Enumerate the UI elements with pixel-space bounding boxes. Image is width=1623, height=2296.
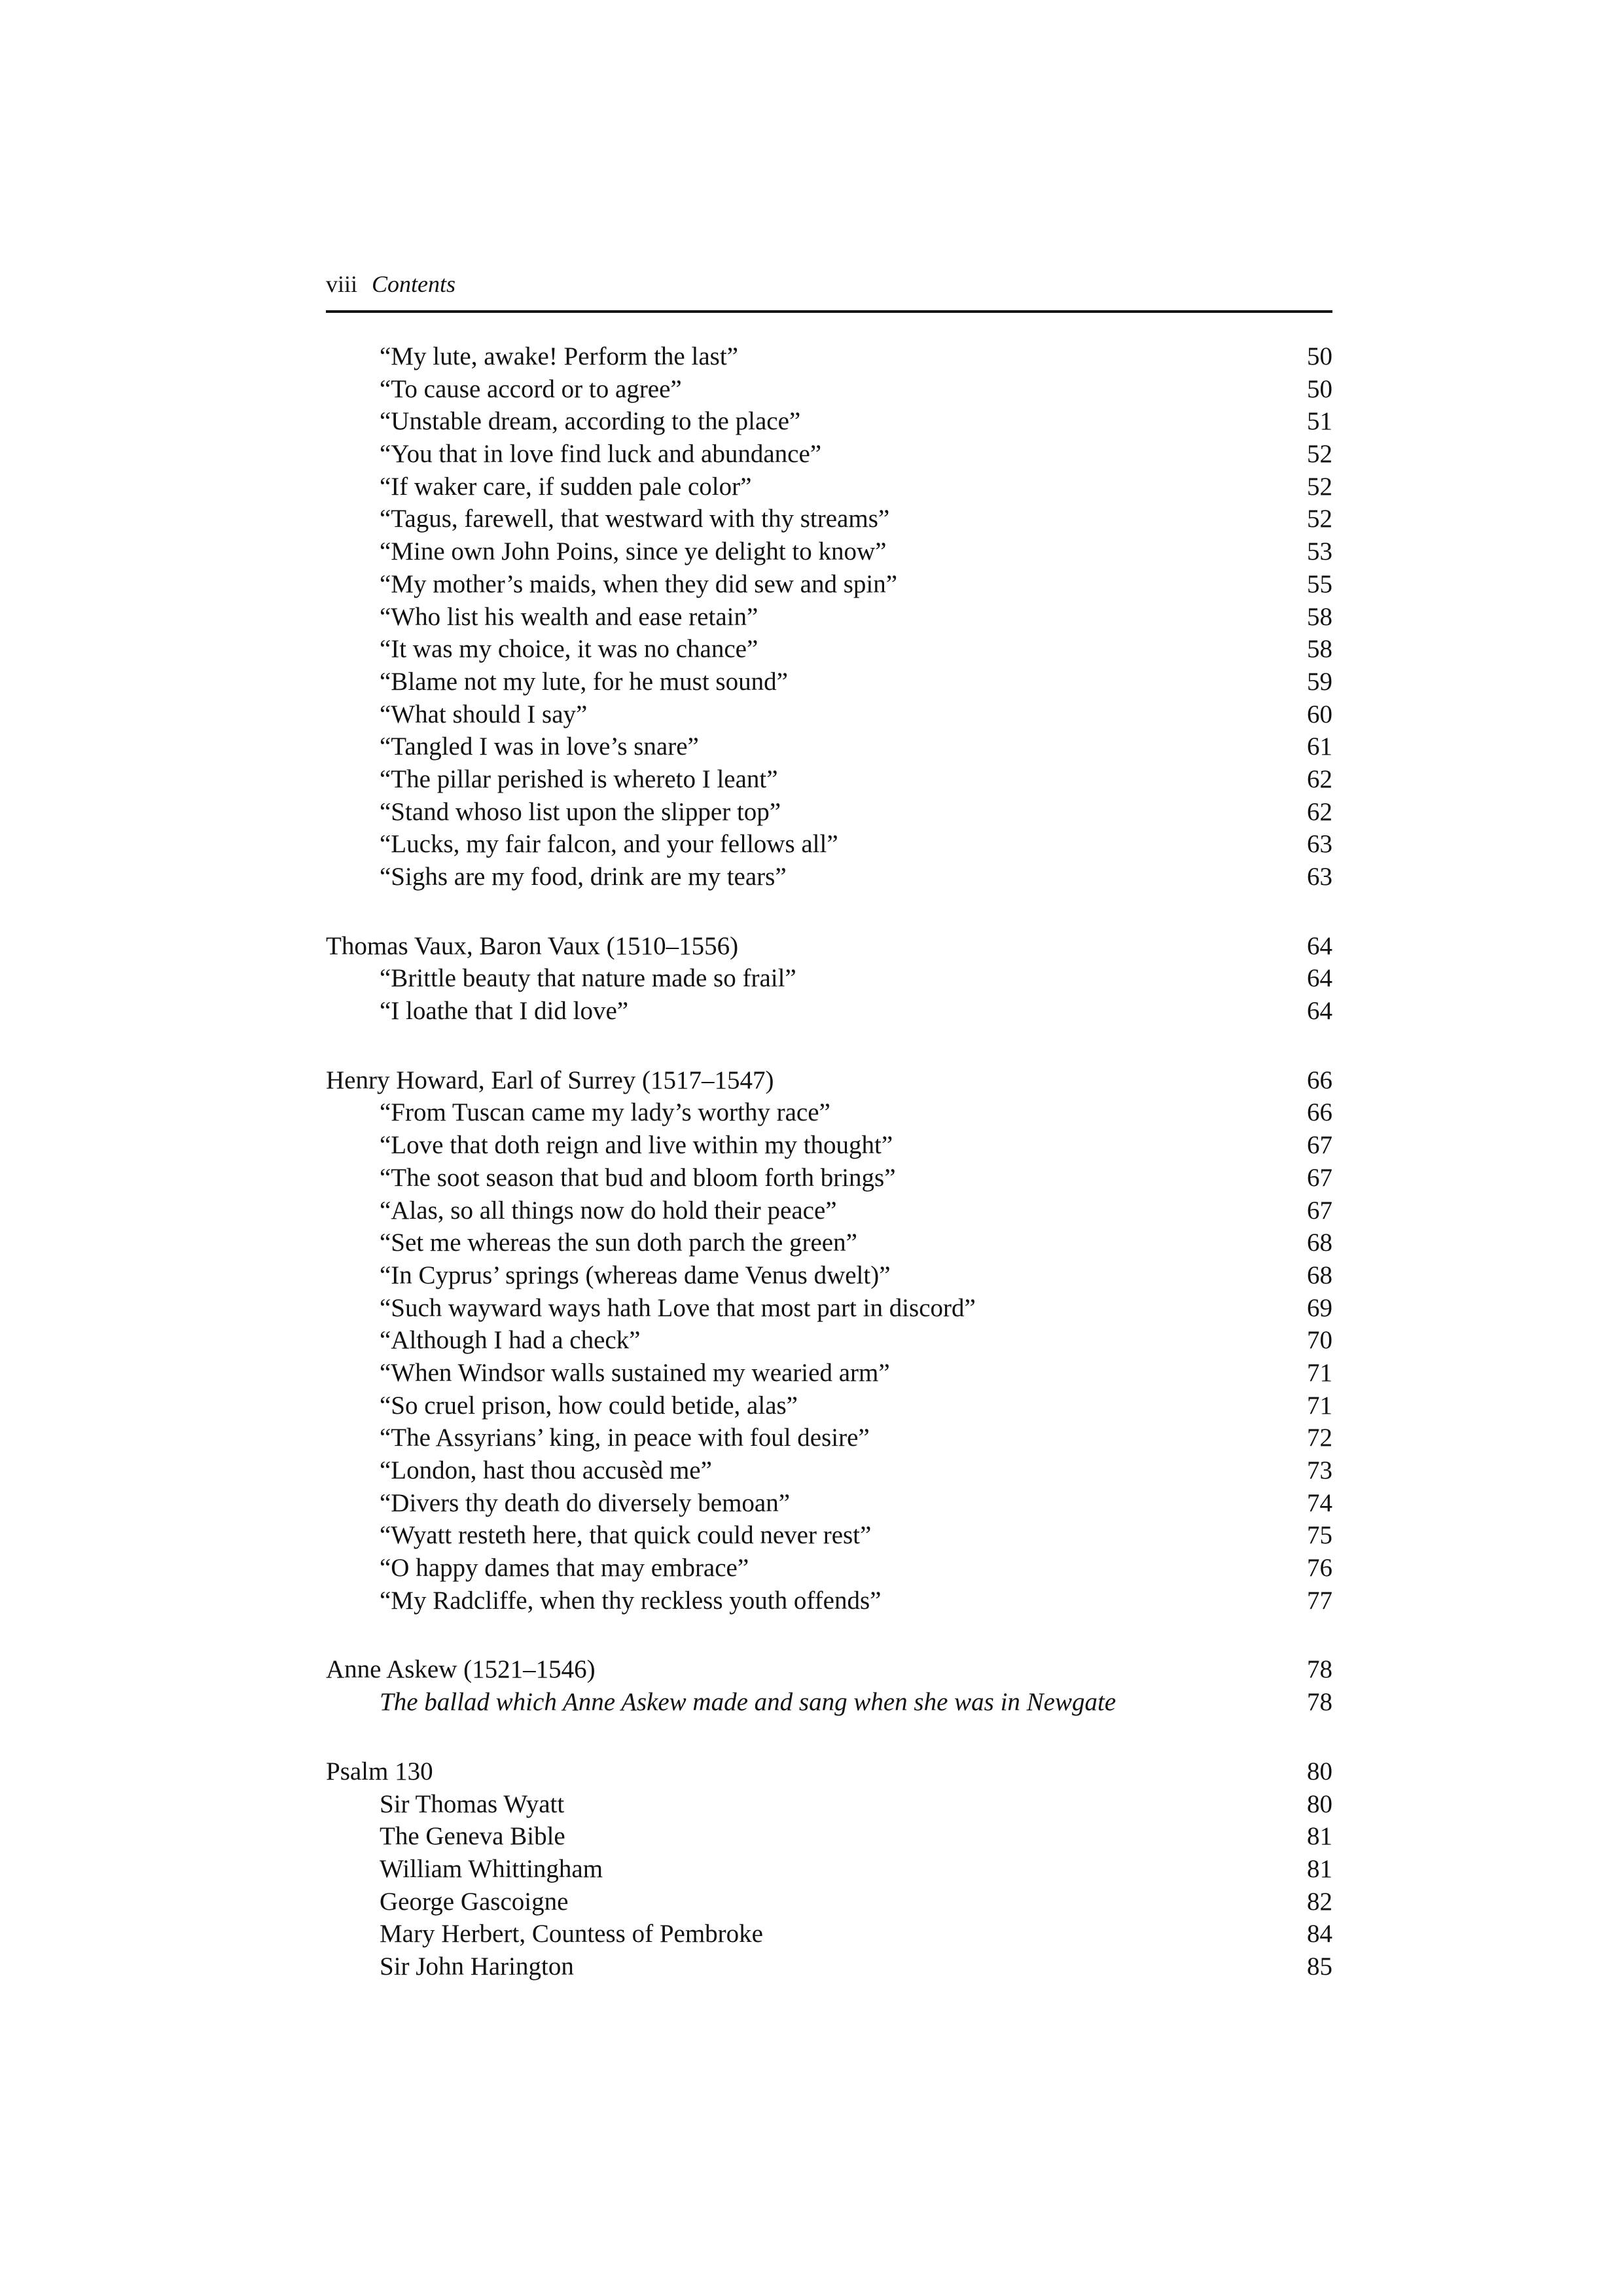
entry-title: “Brittle beauty that nature made so frail” [380, 964, 796, 993]
page-number: 64 [1307, 964, 1332, 993]
page-number: 63 [1307, 863, 1332, 891]
toc-entry[interactable] [326, 796, 1332, 829]
section-title: Thomas Vaux, Baron Vaux (1510–1556) [326, 931, 739, 960]
folio-number: viii [326, 271, 358, 297]
toc-entry[interactable] [326, 1853, 1332, 1886]
toc-entry[interactable] [326, 730, 1332, 763]
toc-entry[interactable] [326, 1259, 1332, 1292]
page-number: 72 [1307, 1424, 1332, 1452]
toc-entry[interactable] [326, 340, 1332, 373]
entry-title: The ballad which Anne Askew made and sang when she was in Newgate [380, 1688, 1116, 1717]
toc-entry[interactable] [326, 535, 1332, 568]
toc-entry[interactable] [326, 373, 1332, 406]
page-number: 71 [1307, 1391, 1332, 1420]
page-number: 85 [1307, 1952, 1332, 1981]
page-number: 66 [1307, 1098, 1332, 1127]
entry-title: “The soot season that bud and bloom forth brings” [380, 1163, 896, 1192]
toc-section-heading[interactable] [326, 930, 1332, 963]
entry-title: William Whittingham [380, 1854, 603, 1883]
toc-entry[interactable] [326, 828, 1332, 861]
toc-entry[interactable] [326, 962, 1332, 995]
toc-entry[interactable] [326, 1552, 1332, 1585]
entry-title: “Tagus, farewell, that westward with thy streams” [380, 505, 890, 533]
entry-title: “The pillar perished is whereto I leant” [380, 764, 778, 793]
page-number: 67 [1307, 1163, 1332, 1192]
toc-entry[interactable] [326, 666, 1332, 698]
page-number: 58 [1307, 602, 1332, 631]
entry-title: “Divers thy death do diversely bemoan” [380, 1488, 791, 1517]
entry-title: Sir Thomas Wyatt [380, 1789, 565, 1818]
running-title: Contents [372, 271, 456, 297]
toc-entry[interactable] [326, 1227, 1332, 1259]
toc-entry[interactable] [326, 1918, 1332, 1950]
toc-section-heading[interactable] [326, 1064, 1332, 1097]
entry-title: “So cruel prison, how could betide, alas” [380, 1391, 798, 1420]
toc-entry[interactable] [326, 995, 1332, 1028]
page-number: 73 [1307, 1456, 1332, 1484]
page-number: 74 [1307, 1488, 1332, 1517]
toc-entry[interactable] [326, 1820, 1332, 1853]
toc-entry[interactable] [326, 601, 1332, 634]
entry-title: “Wyatt resteth here, that quick could never rest” [380, 1521, 872, 1550]
toc-section-heading[interactable] [326, 1653, 1332, 1686]
toc-entry[interactable] [326, 1519, 1332, 1552]
page-number: 55 [1307, 569, 1332, 598]
page-number: 58 [1307, 635, 1332, 664]
entry-title: “To cause accord or to agree” [380, 374, 682, 403]
toc-entry[interactable] [326, 698, 1332, 731]
page-number: 62 [1307, 797, 1332, 826]
page-number: 71 [1307, 1358, 1332, 1387]
page-number: 53 [1307, 537, 1332, 566]
entry-title: “If waker care, if sudden pale color” [380, 472, 752, 501]
page-number: 80 [1307, 1789, 1332, 1818]
entry-title: “London, hast thou accusèd me” [380, 1456, 712, 1484]
page-number: 51 [1307, 407, 1332, 436]
entry-title: “It was my choice, it was no chance” [380, 635, 758, 664]
toc-entry[interactable] [326, 1324, 1332, 1357]
entry-title: “Such wayward ways hath Love that most part in discord” [380, 1293, 976, 1322]
page-number: 76 [1307, 1554, 1332, 1583]
toc-entry[interactable] [326, 633, 1332, 666]
entry-title: “Stand whoso list upon the slipper top” [380, 797, 781, 826]
toc-entry[interactable] [326, 1357, 1332, 1390]
page-number: 67 [1307, 1131, 1332, 1160]
toc-entry[interactable] [326, 405, 1332, 438]
toc-entry[interactable] [326, 1096, 1332, 1129]
page-number: 82 [1307, 1887, 1332, 1916]
toc-entry[interactable] [326, 1292, 1332, 1325]
entry-title: Sir John Harington [380, 1952, 574, 1981]
entry-title: “O happy dames that may embrace” [380, 1554, 749, 1583]
toc-entry[interactable] [326, 1454, 1332, 1487]
toc-entry[interactable] [326, 861, 1332, 893]
page-number: 68 [1307, 1261, 1332, 1289]
toc-entry[interactable] [326, 1686, 1332, 1719]
entry-title: “My mother’s maids, when they did sew and spin” [380, 569, 898, 598]
page-number: 80 [1307, 1757, 1332, 1785]
toc-entry[interactable] [326, 1422, 1332, 1454]
toc-entry[interactable] [326, 438, 1332, 471]
entry-title: “My Radcliffe, when thy reckless youth offends” [380, 1586, 882, 1615]
entry-title: “I loathe that I did love” [380, 997, 629, 1026]
entry-title: “Tangled I was in love’s snare” [380, 732, 699, 761]
entry-title: “You that in love find luck and abundance” [380, 440, 822, 469]
entry-title: “Unstable dream, according to the place” [380, 407, 801, 436]
page-number: 59 [1307, 667, 1332, 696]
page-number: 84 [1307, 1920, 1332, 1948]
entry-title: “From Tuscan came my lady’s worthy race” [380, 1098, 830, 1127]
page-number: 52 [1307, 440, 1332, 469]
toc-entry[interactable] [326, 1194, 1332, 1227]
entry-title: “Blame not my lute, for he must sound” [380, 667, 788, 696]
page-number: 68 [1307, 1229, 1332, 1257]
section-spacer [326, 893, 1332, 930]
toc-entry[interactable] [326, 1788, 1332, 1821]
page-number: 67 [1307, 1196, 1332, 1225]
entry-title: “Set me whereas the sun doth parch the green” [380, 1229, 857, 1257]
entry-title: The Geneva Bible [380, 1822, 565, 1851]
page-number: 62 [1307, 764, 1332, 793]
page-number: 52 [1307, 505, 1332, 533]
page-number: 81 [1307, 1822, 1332, 1851]
page-number: 50 [1307, 374, 1332, 403]
toc-entry[interactable] [326, 1585, 1332, 1617]
page-number: 69 [1307, 1293, 1332, 1322]
toc-entry[interactable] [326, 1162, 1332, 1194]
page-number: 78 [1307, 1688, 1332, 1717]
toc-entry[interactable] [326, 1487, 1332, 1520]
entry-title: “Although I had a check” [380, 1326, 641, 1355]
section-title: Henry Howard, Earl of Surrey (1517–1547) [326, 1066, 774, 1094]
page-number: 66 [1307, 1066, 1332, 1094]
page-number: 75 [1307, 1521, 1332, 1550]
entry-title: “Love that doth reign and live within my thought” [380, 1131, 893, 1160]
section-spacer [326, 1617, 1332, 1653]
page-number: 81 [1307, 1854, 1332, 1883]
entry-title: “What should I say” [380, 700, 588, 728]
toc-entry[interactable] [326, 503, 1332, 535]
entry-title: “Alas, so all things now do hold their peace” [380, 1196, 837, 1225]
page-number: 78 [1307, 1655, 1332, 1684]
section-title: Psalm 130 [326, 1757, 433, 1785]
toc-entry[interactable] [326, 1129, 1332, 1162]
toc-entry[interactable] [326, 568, 1332, 601]
page-number: 64 [1307, 997, 1332, 1026]
entry-title: George Gascoigne [380, 1887, 569, 1916]
entry-title: “My lute, awake! Perform the last” [380, 342, 738, 370]
entry-title: “Sighs are my food, drink are my tears” [380, 863, 787, 891]
page-number: 70 [1307, 1326, 1332, 1355]
section-title: Anne Askew (1521–1546) [326, 1655, 596, 1684]
toc-entry[interactable] [326, 1950, 1332, 1983]
header-rule [326, 310, 1332, 313]
entry-title: “Lucks, my fair falcon, and your fellows all” [380, 830, 838, 859]
page-number: 52 [1307, 472, 1332, 501]
page-number: 50 [1307, 342, 1332, 370]
section-spacer [326, 1028, 1332, 1064]
toc-entry[interactable] [326, 1886, 1332, 1918]
toc-section-heading[interactable] [326, 1755, 1332, 1788]
entry-title: “In Cyprus’ springs (whereas dame Venus dwelt)” [380, 1261, 891, 1289]
toc-entry[interactable] [326, 763, 1332, 796]
section-spacer [326, 1719, 1332, 1755]
page-number: 77 [1307, 1586, 1332, 1615]
table-of-contents [326, 340, 1332, 1983]
entry-title: Mary Herbert, Countess of Pembroke [380, 1920, 763, 1948]
entry-title: “Mine own John Poins, since ye delight to know” [380, 537, 887, 566]
page-number: 64 [1307, 931, 1332, 960]
page-number: 61 [1307, 732, 1332, 761]
toc-entry[interactable] [326, 471, 1332, 503]
entry-title: “When Windsor walls sustained my wearied arm” [380, 1358, 890, 1387]
page-number: 63 [1307, 830, 1332, 859]
toc-entry[interactable] [326, 1390, 1332, 1422]
page-number: 60 [1307, 700, 1332, 728]
running-header [326, 268, 1332, 300]
entry-title: “The Assyrians’ king, in peace with foul desire” [380, 1424, 870, 1452]
entry-title: “Who list his wealth and ease retain” [380, 602, 758, 631]
